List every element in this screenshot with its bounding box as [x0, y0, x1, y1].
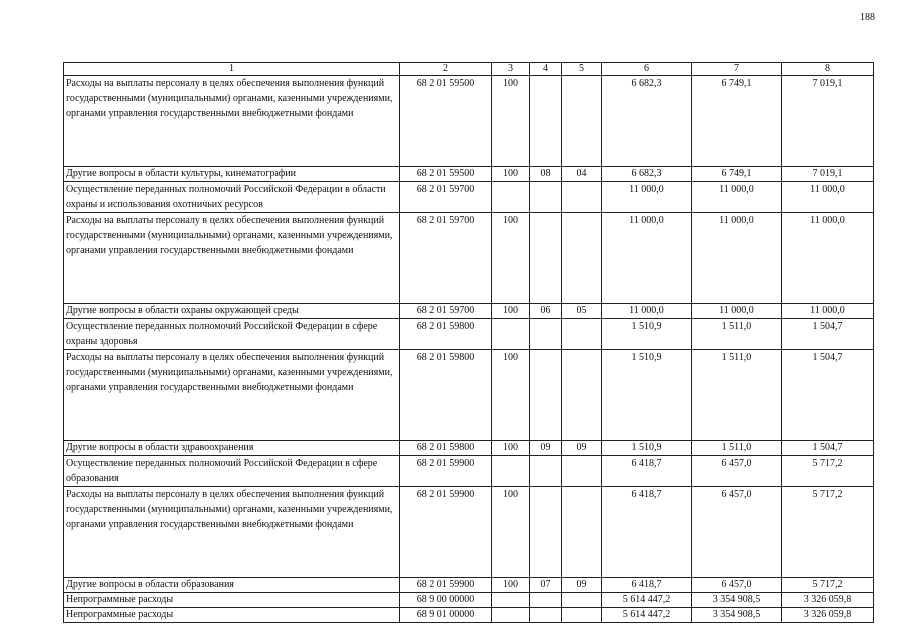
column-header: 4	[530, 63, 562, 76]
amount-year-2-cell: 3 354 908,5	[692, 593, 782, 608]
page-number: 188	[860, 12, 875, 23]
section-cell	[530, 350, 562, 441]
amount-year-2-cell: 11 000,0	[692, 304, 782, 319]
expense-type-cell: 100	[492, 441, 530, 456]
column-header: 1	[64, 63, 400, 76]
column-header: 5	[562, 63, 602, 76]
expense-type-cell: 100	[492, 578, 530, 593]
expense-type-cell	[492, 456, 530, 487]
target-code-cell: 68 2 01 59900	[400, 578, 492, 593]
target-code-cell: 68 2 01 59700	[400, 304, 492, 319]
amount-year-2-cell: 3 354 908,5	[692, 608, 782, 623]
section-cell	[530, 456, 562, 487]
expense-name-cell: Другие вопросы в области культуры, кинематографии	[64, 167, 400, 182]
expense-type-cell: 100	[492, 167, 530, 182]
amount-year-1-cell: 6 682,3	[602, 76, 692, 167]
target-code-cell: 68 2 01 59900	[400, 456, 492, 487]
amount-year-1-cell: 1 510,9	[602, 350, 692, 441]
target-code-cell: 68 2 01 59800	[400, 441, 492, 456]
section-cell	[530, 76, 562, 167]
target-code-cell: 68 2 01 59900	[400, 487, 492, 578]
table-row	[64, 76, 874, 167]
expense-type-cell: 100	[492, 76, 530, 167]
amount-year-2-cell: 1 511,0	[692, 350, 782, 441]
subsection-cell	[562, 350, 602, 441]
amount-year-1-cell: 6 418,7	[602, 487, 692, 578]
amount-year-3-cell: 1 504,7	[782, 319, 874, 350]
column-number-row	[64, 63, 874, 76]
amount-year-1-cell: 6 682,3	[602, 167, 692, 182]
amount-year-2-cell: 11 000,0	[692, 182, 782, 213]
target-code-cell: 68 2 01 59500	[400, 76, 492, 167]
amount-year-3-cell: 3 326 059,8	[782, 593, 874, 608]
expense-type-cell: 100	[492, 304, 530, 319]
table-row	[64, 167, 874, 182]
amount-year-1-cell: 11 000,0	[602, 213, 692, 304]
subsection-cell	[562, 213, 602, 304]
section-cell	[530, 593, 562, 608]
subsection-cell	[562, 608, 602, 623]
expense-name-cell: Непрограммные расходы	[64, 608, 400, 623]
subsection-cell	[562, 487, 602, 578]
amount-year-2-cell: 6 457,0	[692, 487, 782, 578]
target-code-cell: 68 2 01 59700	[400, 182, 492, 213]
table-row	[64, 441, 874, 456]
amount-year-3-cell: 11 000,0	[782, 213, 874, 304]
table-row	[64, 182, 874, 213]
subsection-cell	[562, 182, 602, 213]
target-code-cell: 68 2 01 59800	[400, 319, 492, 350]
section-cell	[530, 608, 562, 623]
column-header: 6	[602, 63, 692, 76]
amount-year-3-cell: 7 019,1	[782, 76, 874, 167]
subsection-cell	[562, 593, 602, 608]
expense-type-cell	[492, 319, 530, 350]
subsection-cell: 09	[562, 578, 602, 593]
amount-year-3-cell: 5 717,2	[782, 487, 874, 578]
target-code-cell: 68 9 01 00000	[400, 608, 492, 623]
expense-type-cell	[492, 608, 530, 623]
amount-year-1-cell: 1 510,9	[602, 319, 692, 350]
amount-year-2-cell: 6 457,0	[692, 578, 782, 593]
amount-year-3-cell: 5 717,2	[782, 578, 874, 593]
target-code-cell: 68 9 00 00000	[400, 593, 492, 608]
expense-type-cell	[492, 593, 530, 608]
amount-year-1-cell: 11 000,0	[602, 304, 692, 319]
subsection-cell	[562, 319, 602, 350]
amount-year-2-cell: 11 000,0	[692, 213, 782, 304]
subsection-cell: 09	[562, 441, 602, 456]
expense-name-cell: Расходы на выплаты персоналу в целях обеспечения выполнения функций государственными (муниципальными) органами, казенными учреждениями, органами управления государственными внебюджетными фондами	[64, 487, 400, 578]
amount-year-2-cell: 1 511,0	[692, 441, 782, 456]
section-cell	[530, 487, 562, 578]
table-row	[64, 487, 874, 578]
expense-name-cell: Расходы на выплаты персоналу в целях обеспечения выполнения функций государственными (муниципальными) органами, казенными учреждениями, органами управления государственными внебюджетными фондами	[64, 76, 400, 167]
amount-year-1-cell: 5 614 447,2	[602, 608, 692, 623]
amount-year-3-cell: 11 000,0	[782, 304, 874, 319]
table-row	[64, 608, 874, 623]
amount-year-3-cell: 3 326 059,8	[782, 608, 874, 623]
amount-year-3-cell: 1 504,7	[782, 441, 874, 456]
table-row	[64, 578, 874, 593]
table-row	[64, 593, 874, 608]
target-code-cell: 68 2 01 59500	[400, 167, 492, 182]
section-cell	[530, 319, 562, 350]
table-row	[64, 319, 874, 350]
amount-year-1-cell: 5 614 447,2	[602, 593, 692, 608]
expense-type-cell: 100	[492, 350, 530, 441]
amount-year-2-cell: 6 457,0	[692, 456, 782, 487]
amount-year-3-cell: 5 717,2	[782, 456, 874, 487]
target-code-cell: 68 2 01 59700	[400, 213, 492, 304]
amount-year-1-cell: 6 418,7	[602, 578, 692, 593]
amount-year-3-cell: 11 000,0	[782, 182, 874, 213]
section-cell	[530, 213, 562, 304]
amount-year-2-cell: 1 511,0	[692, 319, 782, 350]
section-cell: 08	[530, 167, 562, 182]
section-cell: 07	[530, 578, 562, 593]
expense-type-cell	[492, 182, 530, 213]
section-cell: 06	[530, 304, 562, 319]
expense-name-cell: Осуществление переданных полномочий Российской Федерации в сфере охраны здоровья	[64, 319, 400, 350]
amount-year-3-cell: 1 504,7	[782, 350, 874, 441]
column-header: 2	[400, 63, 492, 76]
amount-year-1-cell: 6 418,7	[602, 456, 692, 487]
table-row	[64, 456, 874, 487]
expense-name-cell: Расходы на выплаты персоналу в целях обеспечения выполнения функций государственными (муниципальными) органами, казенными учреждениями, органами управления государственными внебюджетными фондами	[64, 213, 400, 304]
amount-year-1-cell: 1 510,9	[602, 441, 692, 456]
amount-year-1-cell: 11 000,0	[602, 182, 692, 213]
expense-name-cell: Осуществление переданных полномочий Российской Федерации в сфере образования	[64, 456, 400, 487]
expense-name-cell: Другие вопросы в области образования	[64, 578, 400, 593]
amount-year-2-cell: 6 749,1	[692, 167, 782, 182]
budget-table	[63, 62, 874, 623]
column-header: 7	[692, 63, 782, 76]
subsection-cell: 05	[562, 304, 602, 319]
section-cell	[530, 182, 562, 213]
column-header: 8	[782, 63, 874, 76]
expense-name-cell: Другие вопросы в области охраны окружающей среды	[64, 304, 400, 319]
table-row	[64, 304, 874, 319]
expense-name-cell: Другие вопросы в области здравоохранения	[64, 441, 400, 456]
section-cell: 09	[530, 441, 562, 456]
expense-type-cell: 100	[492, 213, 530, 304]
expense-name-cell: Осуществление переданных полномочий Российской Федерации в области охраны и использования охотничьих ресурсов	[64, 182, 400, 213]
column-header: 3	[492, 63, 530, 76]
amount-year-2-cell: 6 749,1	[692, 76, 782, 167]
expense-type-cell: 100	[492, 487, 530, 578]
subsection-cell	[562, 456, 602, 487]
target-code-cell: 68 2 01 59800	[400, 350, 492, 441]
table-row	[64, 213, 874, 304]
table-row	[64, 350, 874, 441]
expense-name-cell: Непрограммные расходы	[64, 593, 400, 608]
amount-year-3-cell: 7 019,1	[782, 167, 874, 182]
expense-name-cell: Расходы на выплаты персоналу в целях обеспечения выполнения функций государственными (муниципальными) органами, казенными учреждениями, органами управления государственными внебюджетными фондами	[64, 350, 400, 441]
subsection-cell	[562, 76, 602, 167]
subsection-cell: 04	[562, 167, 602, 182]
